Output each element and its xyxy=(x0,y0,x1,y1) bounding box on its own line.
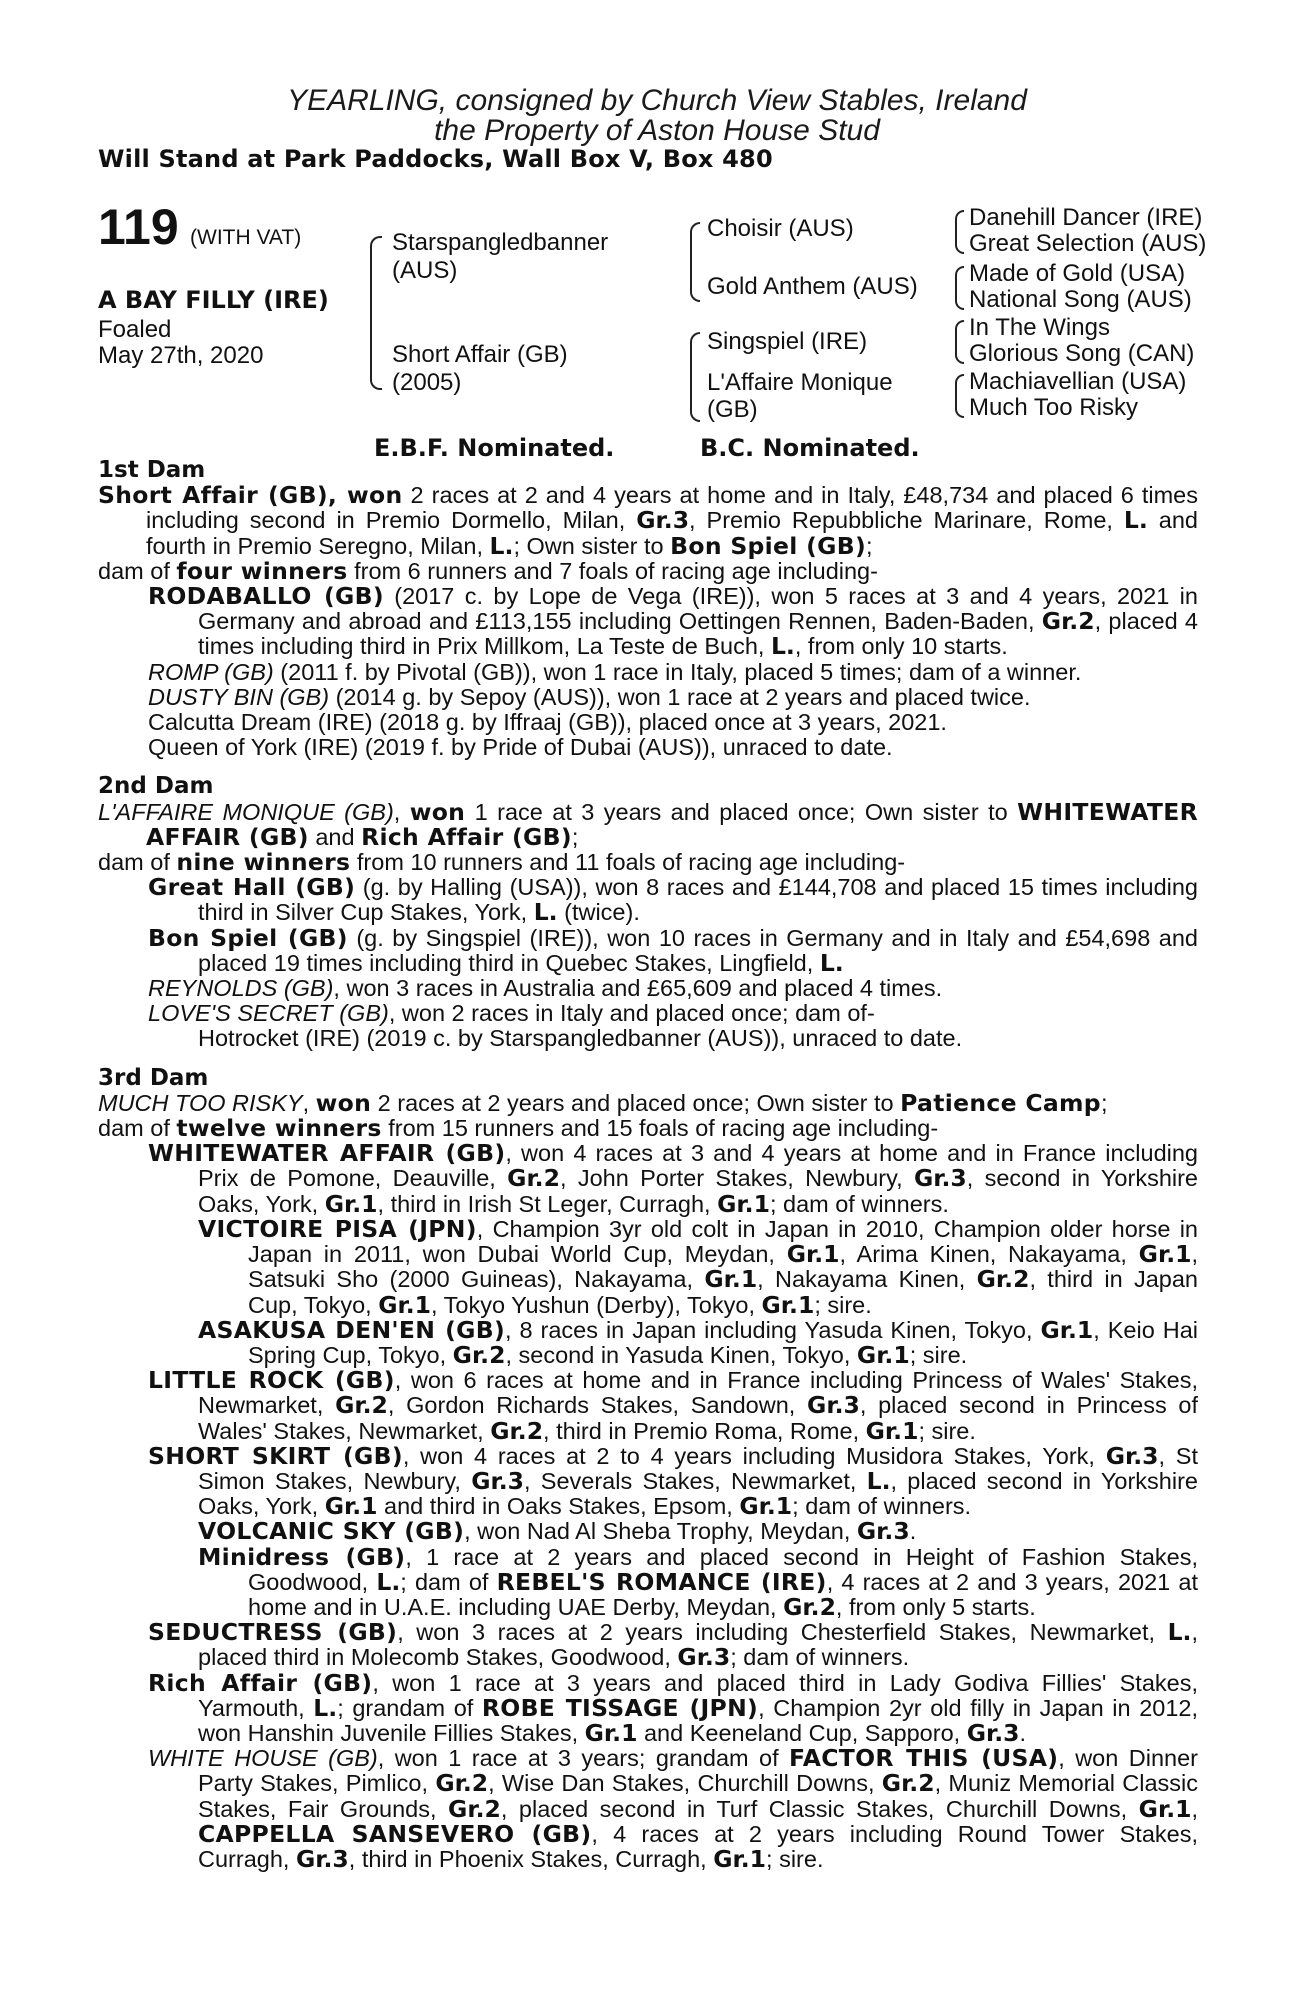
pedigree-brace-dam xyxy=(690,332,700,422)
pedigree-paragraph xyxy=(98,1088,1198,1117)
pedigree-paragraph xyxy=(98,1116,1198,1141)
text-run: ; xyxy=(1100,1089,1108,1116)
text-run: dam of xyxy=(98,557,177,584)
text-run: and fourth in Premio Seregno, Milan, xyxy=(146,507,1198,559)
lot-name: A BAY FILLY (IRE) xyxy=(98,286,329,314)
text-run: , placed third in Molecomb Stakes, Goodwood, xyxy=(198,1619,1198,1671)
text-run: , from only 10 starts. xyxy=(794,633,1008,660)
pedigree-paragraph xyxy=(98,1668,1199,1747)
bold-name: won xyxy=(315,1088,372,1117)
text-run: and xyxy=(308,823,362,850)
grade-label: Gr.2 xyxy=(452,1340,506,1369)
bold-name: ROBE TISSAGE (JPN) xyxy=(481,1693,759,1722)
vat-label: (WITH VAT) xyxy=(190,226,302,249)
grandsire-line-5: In The Wings xyxy=(969,314,1110,341)
grade-label: Gr.2 xyxy=(490,1416,544,1445)
text-run: , won Dinner Party Stakes, Pimlico, xyxy=(198,1745,1198,1797)
text-run: Hotrocket (IRE) (2019 c. by Starspangledbanner (AUS)), unraced to date. xyxy=(198,1025,963,1052)
bold-name: REBEL'S ROMANCE (IRE) xyxy=(496,1567,827,1596)
text-run: , St Simon Stakes, Newbury, xyxy=(198,1442,1199,1494)
foaled-date: May 27th, 2020 xyxy=(98,342,264,369)
pedigree-paragraph xyxy=(98,710,1198,735)
italic-name: WHITE HOUSE (GB) xyxy=(148,1745,378,1772)
bold-name: SEDUCTRESS (GB) xyxy=(148,1618,398,1647)
grade-label: Gr.3 xyxy=(295,1844,349,1873)
text-run: , 4 races at 2 years including Round Tower Stakes, Curragh, xyxy=(198,1820,1198,1872)
grade-label: Gr.1 xyxy=(324,1492,378,1521)
text-run: , won 1 race at 3 years; grandam of xyxy=(377,1745,790,1772)
grade-label: Gr.1 xyxy=(704,1265,758,1294)
text-run: , Gordon Richards Stakes, Sandown, xyxy=(387,1392,808,1419)
italic-name: LOVE'S SECRET (GB) xyxy=(148,1000,389,1027)
pedigree-paragraph xyxy=(98,1542,1198,1621)
pedigree-paragraph xyxy=(98,976,1198,1001)
dam-heading: 3rd Dam xyxy=(98,1064,209,1091)
grade-label: Gr.3 xyxy=(1105,1441,1159,1470)
pedigree-paragraph xyxy=(98,923,1198,977)
text-run: ; dam of xyxy=(400,1568,497,1595)
bold-name: Rich Affair (GB) xyxy=(148,1668,373,1697)
pedigree-brace-g56 xyxy=(955,320,964,364)
sire-country: (AUS) xyxy=(392,257,458,284)
grade-label: Gr.2 xyxy=(335,1391,388,1420)
grandsire-line-1: Danehill Dancer (IRE) xyxy=(969,204,1203,231)
bold-name: Minidress (GB) xyxy=(198,1542,406,1571)
grade-label: L. xyxy=(866,1466,891,1495)
text-run: , Arima Kinen, Nakayama, xyxy=(839,1241,1139,1268)
pedigree-brace-g12 xyxy=(955,210,964,254)
grade-label: L. xyxy=(1123,506,1148,535)
pedigree-paragraph xyxy=(98,850,1198,875)
grade-label: Gr.3 xyxy=(471,1466,525,1495)
sire-sire: Choisir (AUS) xyxy=(707,215,854,242)
text-run: Queen of York (IRE) (2019 f. by Pride of Dubai (AUS)), unraced to date. xyxy=(148,734,893,761)
bold-name: twelve winners xyxy=(176,1114,382,1143)
pedigree-paragraph xyxy=(98,483,1198,559)
grade-label: Gr.1 xyxy=(1138,1794,1192,1823)
text-run: , won 4 races at 2 to 4 years including Musidora Stakes, York, xyxy=(402,1442,1106,1469)
pedigree-paragraph xyxy=(98,1001,1198,1026)
grade-label: Gr.1 xyxy=(378,1290,432,1319)
text-run: ; grandam of xyxy=(337,1694,482,1721)
text-run: , Wise Dan Stakes, Churchill Downs, xyxy=(488,1770,882,1797)
ebf-nominated: E.B.F. Nominated. xyxy=(374,434,615,462)
text-run: , Keio Hai Spring Cup, Tokyo, xyxy=(248,1316,1198,1368)
grade-label: Gr.1 xyxy=(1138,1240,1192,1269)
dam-dam-country: (GB) xyxy=(707,396,758,423)
grade-label: L. xyxy=(533,898,558,927)
text-run: , Satsuki Sho (2000 Guineas), Nakayama, xyxy=(248,1241,1199,1293)
text-run: , xyxy=(393,798,410,825)
grade-label: Gr.1 xyxy=(713,1844,767,1873)
text-run: (g. by Halling (USA)), won 8 races and £144,708 and placed 15 times including third in Silver Cup Stakes, York, xyxy=(198,874,1198,926)
grade-label: L. xyxy=(770,632,795,661)
grade-label: L. xyxy=(489,531,514,560)
text-run: , won 6 races at home and in France including Princess of Wales' Stakes, Newmarket, xyxy=(198,1367,1198,1419)
pedigree-paragraph xyxy=(98,660,1198,685)
pedigree-brace-g34 xyxy=(955,266,964,310)
text-run: from 10 runners and 11 foals of racing age including- xyxy=(350,849,906,876)
italic-name: DUSTY BIN (GB) xyxy=(148,683,330,710)
dam-heading: 2nd Dam xyxy=(98,773,214,800)
grade-label: Gr.3 xyxy=(807,1391,860,1420)
text-run: ; sire. xyxy=(766,1845,824,1872)
bold-name: VOLCANIC SKY (GB) xyxy=(198,1517,465,1546)
pedigree-paragraph xyxy=(98,1620,1198,1670)
text-run: , second in Yorkshire Oaks, York, xyxy=(198,1165,1199,1217)
bold-name: four winners xyxy=(176,556,348,585)
bold-name: WHITEWATER AFFAIR (GB) xyxy=(146,797,1198,851)
property-line: the Property of Aston House Stud xyxy=(434,114,880,147)
grade-label: Gr.1 xyxy=(739,1492,793,1521)
bold-name: RODABALLO (GB) xyxy=(148,582,384,611)
text-run: ; xyxy=(571,823,579,850)
text-run: . xyxy=(1019,1719,1027,1746)
dam-dam: L'Affaire Monique xyxy=(707,369,893,396)
text-run: , Severals Stakes, Newmarket, xyxy=(524,1467,867,1494)
pedigree-paragraph xyxy=(98,1519,1198,1544)
text-run: , won 3 races in Australia and £65,609 and placed 4 times. xyxy=(333,975,943,1002)
sire-name: Starspangledbanner xyxy=(392,229,609,256)
text-run: and third in Oaks Stakes, Epsom, xyxy=(377,1493,740,1520)
pedigree-paragraph xyxy=(98,1026,1198,1051)
bold-name: VICTOIRE PISA (JPN) xyxy=(198,1214,477,1243)
bold-name: CAPPELLA SANSEVERO (GB) xyxy=(198,1819,592,1848)
text-run: , Champion 3yr old colt in Japan in 2010, Champion older horse in Japan in 2011, won Dubai World Cup, Meydan, xyxy=(248,1215,1198,1268)
family-notes xyxy=(98,458,1198,1872)
pedigree-brace-g78 xyxy=(955,374,964,418)
bc-nominated: B.C. Nominated. xyxy=(700,434,920,462)
text-run: , won Nad Al Sheba Trophy, Meydan, xyxy=(464,1518,857,1545)
bold-name: ASAKUSA DEN'EN (GB) xyxy=(198,1315,506,1344)
grade-label: Gr.1 xyxy=(717,1189,770,1218)
grade-label: Gr.1 xyxy=(761,1290,815,1319)
text-run: , won 3 races at 2 years including Chesterfield Stakes, Newmarket, xyxy=(397,1619,1168,1646)
text-run: , won 4 races at 3 and 4 years at home and in France including Prix de Pomone, Deauville, xyxy=(198,1140,1198,1192)
bold-name: Bon Spiel (GB) xyxy=(148,923,348,952)
grade-label: Gr.2 xyxy=(976,1265,1030,1294)
grade-label: Gr.2 xyxy=(435,1769,489,1798)
text-run: 2 races at 2 years and placed once; Own sister to xyxy=(371,1089,901,1116)
pedigree-paragraph xyxy=(98,735,1198,760)
sire-dam: Gold Anthem (AUS) xyxy=(707,273,918,300)
bold-name: won xyxy=(409,797,466,826)
text-run: ; dam of winners. xyxy=(792,1493,972,1520)
text-run: from 6 runners and 7 foals of racing age including- xyxy=(347,557,878,584)
pedigree-paragraph xyxy=(98,1368,1198,1444)
text-run: and Keeneland Cup, Sapporo, xyxy=(637,1719,967,1746)
text-run: ; sire. xyxy=(909,1341,968,1368)
text-run: ; sire. xyxy=(814,1291,872,1318)
text-run: , Nakayama Kinen, xyxy=(757,1266,977,1293)
text-run: , placed second in Turf Classic Stakes, Churchill Downs, xyxy=(500,1795,1139,1822)
text-run: (2014 g. by Sepoy (AUS)), won 1 race at 2 years and placed twice. xyxy=(329,683,1031,710)
pedigree-paragraph xyxy=(98,1315,1198,1369)
bold-name: Bon Spiel (GB) xyxy=(670,531,866,560)
grade-label: Gr.1 xyxy=(786,1240,840,1269)
text-run: , third in Premio Roma, Rome, xyxy=(543,1417,866,1444)
bold-name: SHORT SKIRT (GB) xyxy=(148,1441,403,1470)
italic-name: MUCH TOO RISKY xyxy=(98,1089,303,1116)
text-run: , Champion 2yr old filly in Japan in 2012, won Hanshin Juvenile Fillies Stakes, xyxy=(198,1694,1198,1746)
text-run: 1 race at 3 years and placed once; Own sister to xyxy=(465,798,1018,825)
dam-year: (2005) xyxy=(392,369,462,396)
text-run: , Muniz Memorial Classic Stakes, Fair Grounds, xyxy=(198,1770,1198,1822)
text-run: , 8 races in Japan including Yasuda Kinen, Tokyo, xyxy=(505,1316,1041,1343)
grandsire-line-7: Machiavellian (USA) xyxy=(969,368,1187,395)
bold-name: Rich Affair (GB) xyxy=(361,822,572,851)
pedigree-brace-main xyxy=(370,236,382,390)
grandsire-line-8: Much Too Risky xyxy=(969,394,1138,421)
text-run: ; dam of winners. xyxy=(769,1190,949,1217)
bold-name: FACTOR THIS (USA) xyxy=(789,1744,1059,1773)
grade-label: Gr.2 xyxy=(448,1794,501,1823)
text-run: , 4 races at 2 and 3 years, 2021 at home and in U.A.E. including UAE Derby, Meydan, xyxy=(248,1568,1198,1620)
grandsire-line-2: Great Selection (AUS) xyxy=(969,230,1207,257)
grade-label: Gr.3 xyxy=(913,1164,967,1193)
grade-label: Gr.2 xyxy=(783,1592,836,1621)
text-run: , placed 4 times including third in Prix Millkom, La Teste de Buch, xyxy=(198,608,1198,660)
bold-name: Patience Camp xyxy=(900,1088,1101,1117)
grandsire-line-4: National Song (AUS) xyxy=(969,286,1192,313)
dam-sire: Singspiel (IRE) xyxy=(707,328,868,355)
italic-name: ROMP (GB) xyxy=(148,658,274,685)
text-run: , Tokyo Yushun (Derby), Tokyo, xyxy=(431,1291,762,1318)
text-run: , xyxy=(302,1089,316,1116)
bold-name: nine winners xyxy=(176,848,351,877)
grade-label: Gr.1 xyxy=(856,1340,910,1369)
text-run: , xyxy=(1191,1795,1199,1822)
text-run: , third in Phoenix Stakes, Curragh, xyxy=(348,1845,714,1872)
italic-name: L'AFFAIRE MONIQUE (GB) xyxy=(98,798,394,825)
text-run: , won 1 race at 3 years and placed third in Lady Godiva Fillies' Stakes, Yarmouth, xyxy=(198,1669,1199,1721)
pedigree-brace-sire xyxy=(690,222,700,302)
text-run: , third in Irish St Leger, Curragh, xyxy=(377,1190,718,1217)
grade-label: L. xyxy=(1167,1618,1192,1647)
text-run: (g. by Singspiel (IRE)), won 10 races in Germany and in Italy and £54,698 and placed 19 times including third in Quebec Stakes, Lingfield, xyxy=(198,924,1198,976)
grandsire-line-6: Glorious Song (CAN) xyxy=(969,340,1195,367)
text-run: , third in Japan Cup, Tokyo, xyxy=(248,1266,1198,1318)
dam-heading: 1st Dam xyxy=(98,457,206,483)
text-run: , won 2 races in Italy and placed once; dam of- xyxy=(388,1000,875,1027)
text-run: 2 races at 2 and 4 years at home and in Italy, £48,734 and placed 6 times including second in Premio Dormello, Milan, xyxy=(146,482,1198,534)
text-run: , placed second in Yorkshire Oaks, York, xyxy=(198,1467,1198,1520)
grade-label: Gr.1 xyxy=(865,1416,919,1445)
pedigree-paragraph xyxy=(98,1141,1198,1217)
grade-label: Gr.2 xyxy=(507,1164,560,1193)
pedigree-paragraph xyxy=(98,1441,1199,1521)
bold-name: Short Affair (GB), won xyxy=(98,481,403,510)
grade-label: Gr.3 xyxy=(856,1517,910,1546)
grade-label: L. xyxy=(313,1693,338,1722)
text-run: , 1 race at 2 years and placed second in Height of Fashion Stakes, Goodwood, xyxy=(248,1543,1198,1595)
bold-name: Great Hall (GB) xyxy=(148,873,356,902)
foaled-label: Foaled xyxy=(98,316,172,343)
pedigree-paragraph xyxy=(98,875,1198,925)
text-run: from 15 runners and 15 foals of racing age including- xyxy=(381,1115,939,1142)
grade-label: L. xyxy=(819,948,844,977)
text-run: ; sire. xyxy=(918,1417,976,1444)
text-run: dam of xyxy=(98,1115,177,1142)
text-run: , Premio Repubbliche Marinare, Rome, xyxy=(689,507,1124,534)
grade-label: Gr.1 xyxy=(324,1189,378,1218)
grandsire-line-3: Made of Gold (USA) xyxy=(969,260,1186,287)
italic-name: REYNOLDS (GB) xyxy=(148,975,334,1002)
text-run: , from only 5 starts. xyxy=(835,1593,1036,1620)
text-run: ; dam of winners. xyxy=(730,1644,910,1671)
grade-label: Gr.2 xyxy=(1041,607,1095,636)
text-run: ; Own sister to xyxy=(513,532,671,559)
pedigree-paragraph xyxy=(98,1746,1198,1872)
text-run: , placed second in Princess of Wales' Stakes, Newmarket, xyxy=(198,1392,1199,1444)
lot-number: 119 xyxy=(98,199,179,255)
text-run: (twice). xyxy=(557,899,640,926)
grade-label: Gr.1 xyxy=(584,1718,638,1747)
bold-name: LITTLE ROCK (GB) xyxy=(148,1366,395,1395)
text-run: (2011 f. by Pivotal (GB)), won 1 race in Italy, placed 5 times; dam of a winner. xyxy=(273,658,1082,685)
text-run: Calcutta Dream (IRE) (2018 g. by Iffraaj (GB)), placed once at 3 years, 2021. xyxy=(148,709,947,736)
pedigree-paragraph xyxy=(98,685,1198,710)
grade-label: Gr.3 xyxy=(966,1718,1020,1747)
stand-location: Will Stand at Park Paddocks, Wall Box V, Box 480 xyxy=(98,145,773,173)
text-run: , John Porter Stakes, Newbury, xyxy=(559,1165,914,1192)
grade-label: Gr.3 xyxy=(677,1643,731,1672)
text-run: , second in Yasuda Kinen, Tokyo, xyxy=(505,1341,857,1368)
text-run: ; xyxy=(865,532,873,559)
grade-label: Gr.2 xyxy=(881,1769,935,1798)
consignor-line: YEARLING, consigned by Church View Stables, Ireland xyxy=(287,84,1027,117)
text-run: . xyxy=(909,1518,917,1545)
pedigree-paragraph xyxy=(98,584,1198,660)
grade-label: Gr.1 xyxy=(1040,1315,1094,1344)
pedigree-paragraph xyxy=(98,1214,1199,1319)
bold-name: WHITEWATER AFFAIR (GB) xyxy=(148,1139,506,1168)
pedigree-paragraph xyxy=(98,797,1198,851)
grade-label: L. xyxy=(376,1567,401,1596)
text-run: dam of xyxy=(98,849,177,876)
grade-label: Gr.3 xyxy=(636,506,690,535)
pedigree-paragraph xyxy=(98,556,1198,585)
text-run: (2017 c. by Lope de Vega (IRE)), won 5 races at 3 and 4 years, 2021 in Germany and abroad and £113,155 including Oettingen Rennen, Baden-Baden, xyxy=(198,583,1198,635)
dam-name: Short Affair (GB) xyxy=(392,341,568,368)
